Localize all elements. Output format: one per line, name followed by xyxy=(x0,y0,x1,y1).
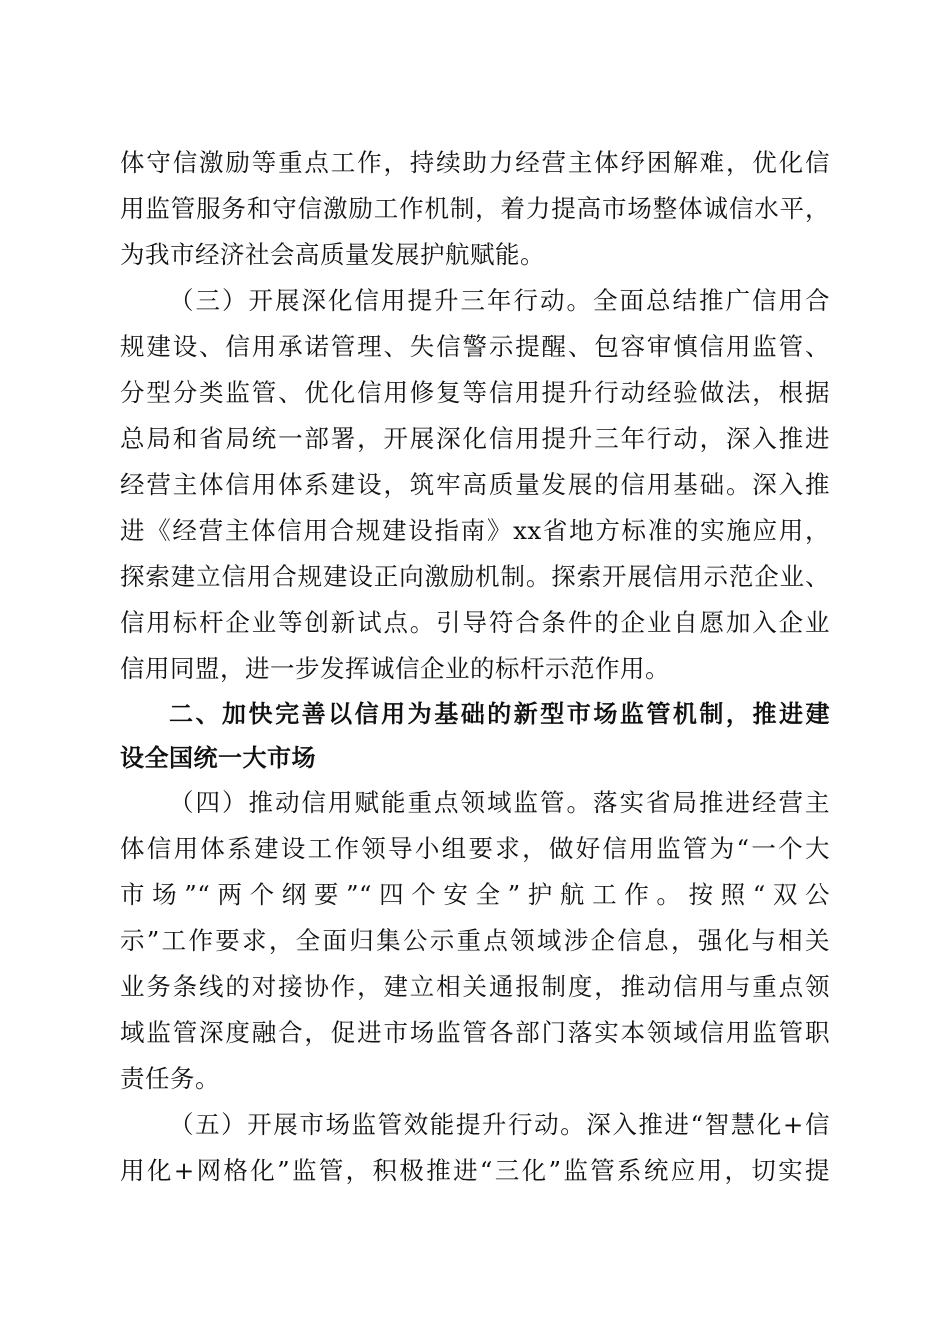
paragraph-section-5 xyxy=(120,1102,830,1194)
document-page xyxy=(120,140,830,1194)
text-line: 体信用体系建设工作领导小组要求，做好信用监管为“一个大 xyxy=(120,834,830,863)
text-line: 探索建立信用合规建设正向激励机制。探索开展信用示范企业、 xyxy=(120,562,830,591)
text-line: 为我市经济社会高质量发展护航赋能。 xyxy=(120,240,545,269)
paragraph-p1 xyxy=(120,140,830,278)
heading-line: 设全国统一大市场 xyxy=(120,744,316,772)
text-line: 域监管深度融合，促进市场监管各部门落实本领域信用监管职 xyxy=(120,1018,830,1047)
text-line: 总局和省局统一部署，开展深化信用提升三年行动，深入推进 xyxy=(120,424,830,453)
text-line: 信用同盟，进一步发挥诚信企业的标杆示范作用。 xyxy=(120,654,670,683)
paragraph-section-4 xyxy=(120,780,830,1102)
text-line: 责任务。 xyxy=(120,1064,220,1093)
text-line: 用监管服务和守信激励工作机制，着力提高市场整体诚信水平， xyxy=(120,194,830,223)
text-line: 进《经营主体信用合规建设指南》xx省地方标准的实施应用， xyxy=(120,516,830,545)
text-line: 业务条线的对接协作，建立相关通报制度，推动信用与重点领 xyxy=(120,972,830,1001)
text-line: 信用标杆企业等创新试点。引导符合条件的企业自愿加入企业 xyxy=(120,608,830,637)
text-line: 体守信激励等重点工作，持续助力经营主体纾困解难，优化信 xyxy=(120,148,830,177)
text-line: （五）开展市场监管效能提升行动。深入推进“智慧化+信 xyxy=(169,1110,830,1139)
text-line: （四）推动信用赋能重点领域监管。落实省局推进经营主 xyxy=(169,788,830,817)
text-line: 示”工作要求，全面归集公示重点领域涉企信息，强化与相关 xyxy=(120,926,830,955)
text-line: 用化+网格化”监管，积极推进“三化”监管系统应用，切实提 xyxy=(120,1156,830,1185)
text-line: 分型分类监管、优化信用修复等信用提升行动经验做法，根据 xyxy=(120,378,830,407)
heading-line: 二、加快完善以信用为基础的新型市场监管机制，推进建 xyxy=(169,700,830,728)
text-line: 市场”“两个纲要”“四个安全”护航工作。按照“双公 xyxy=(120,880,830,909)
text-line: 规建设、信用承诺管理、失信警示提醒、包容审慎信用监管、 xyxy=(120,332,830,361)
paragraph-section-3 xyxy=(120,278,830,692)
text-line: 经营主体信用体系建设，筑牢高质量发展的信用基础。深入推 xyxy=(120,470,830,499)
section-heading-2 xyxy=(120,692,830,780)
text-line: （三）开展深化信用提升三年行动。全面总结推广信用合 xyxy=(169,286,830,315)
